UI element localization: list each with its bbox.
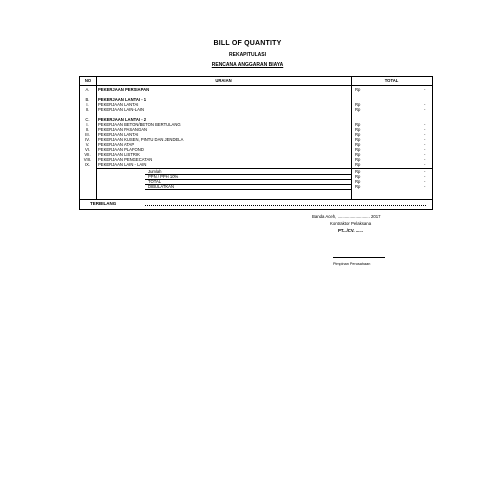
- row-number: I.: [86, 122, 89, 127]
- row-value: -: [424, 87, 426, 92]
- row-currency: Rp: [355, 102, 361, 107]
- row-description: PEKERJAAN ATAP: [98, 142, 135, 147]
- row-number: III.: [85, 132, 90, 137]
- row-value: -: [424, 107, 426, 112]
- table-header: [80, 77, 432, 86]
- document-heading: RENCANA ANGGARAN BIAYA: [211, 62, 284, 68]
- summary-underline: [145, 189, 351, 190]
- terbilang-line: [145, 205, 426, 206]
- row-number: VIII.: [83, 157, 92, 162]
- row-value: -: [424, 152, 426, 157]
- header-total: TOTAL: [384, 78, 399, 83]
- summary-value: -: [424, 174, 426, 179]
- row-description: PEKERJAAN LISTRIK: [98, 152, 140, 157]
- row-value: -: [424, 137, 426, 142]
- row-description: PEKERJAAN LANTAI: [98, 102, 139, 107]
- row-description: PEKERJAAN LAIN-LAIN: [98, 107, 145, 112]
- row-value: -: [424, 122, 426, 127]
- summary-label: TOTAL: [148, 179, 162, 184]
- signature-line: [333, 257, 385, 258]
- terbilang-row: [80, 199, 432, 209]
- row-currency: Rp: [355, 142, 361, 147]
- header-uraian: URAIAN: [215, 78, 232, 83]
- row-number: II.: [85, 127, 90, 132]
- summary-value: -: [424, 169, 426, 174]
- row-value: -: [424, 157, 426, 162]
- row-currency: Rp: [355, 152, 361, 157]
- document-title: BILL OF QUANTITY: [213, 40, 282, 47]
- boq-table: [79, 76, 433, 210]
- row-number: A.: [85, 87, 90, 92]
- signature-place-date: Banda Aceh, ........................... 2017: [312, 214, 381, 219]
- row-currency: Rp: [355, 107, 361, 112]
- row-description: PEKERJAAN LANTAI - 1: [98, 97, 147, 102]
- row-value: -: [424, 142, 426, 147]
- header-no: NO: [84, 78, 92, 83]
- row-description: PEKERJAAN PASANGAN: [98, 127, 148, 132]
- summary-currency: Rp: [355, 174, 361, 179]
- row-description: PEKERJAAN LANTAI - 2: [98, 117, 147, 122]
- signature-role: Kontraktor Pelaksana: [330, 221, 372, 226]
- row-description: PEKERJAAN KUSEN, PINTU DAN JENDELA: [98, 137, 184, 142]
- row-description: PEKERJAAN LAIN - LAIN: [98, 162, 147, 167]
- table-row: [80, 162, 432, 167]
- row-value: -: [424, 132, 426, 137]
- row-currency: Rp: [355, 137, 361, 142]
- row-number: V.: [85, 142, 90, 147]
- row-value: -: [424, 102, 426, 107]
- row-currency: Rp: [355, 127, 361, 132]
- summary-label: DIBULATKAN: [148, 184, 174, 189]
- row-description: PEKERJAAN PENGECATAN: [98, 157, 153, 162]
- summary-value: -: [424, 184, 426, 189]
- row-number: IX.: [84, 162, 91, 167]
- row-number: II.: [85, 107, 90, 112]
- summary-currency: Rp: [355, 179, 361, 184]
- row-number: IV.: [85, 137, 90, 142]
- row-value: -: [424, 147, 426, 152]
- summary-label: PPN / PPH 10%: [148, 174, 179, 179]
- summary-value: -: [424, 179, 426, 184]
- row-description: PEKERJAAN BETON/BETON BERTULANG: [98, 122, 181, 127]
- summary-label: Jumlah: [148, 169, 162, 174]
- row-currency: Rp: [355, 87, 361, 92]
- row-value: -: [424, 127, 426, 132]
- row-number: B.: [85, 97, 90, 102]
- signature-leader: Pimpinan Perusahaan: [333, 262, 371, 266]
- row-description: PEKERJAAN PLAFOND: [98, 147, 144, 152]
- document-subtitle: REKAPITULASI: [229, 52, 266, 58]
- row-number: I.: [86, 102, 89, 107]
- row-currency: Rp: [355, 157, 361, 162]
- row-currency: Rp: [355, 147, 361, 152]
- row-currency: Rp: [355, 132, 361, 137]
- row-currency: Rp: [355, 162, 361, 167]
- row-number: VII.: [84, 152, 91, 157]
- terbilang-label: TERBILANG: [90, 201, 117, 206]
- summary-currency: Rp: [355, 169, 361, 174]
- summary-currency: Rp: [355, 184, 361, 189]
- row-description: PEKERJAAN LANTAI: [98, 132, 139, 137]
- row-number: C.: [85, 117, 90, 122]
- row-value: -: [424, 162, 426, 167]
- row-description: PEKERJAAN PERSIAPAN: [98, 87, 150, 92]
- summary-row: [80, 184, 432, 189]
- row-currency: Rp: [355, 122, 361, 127]
- signature-company: PT.../CV. ......: [338, 228, 363, 233]
- row-number: VI.: [84, 147, 91, 152]
